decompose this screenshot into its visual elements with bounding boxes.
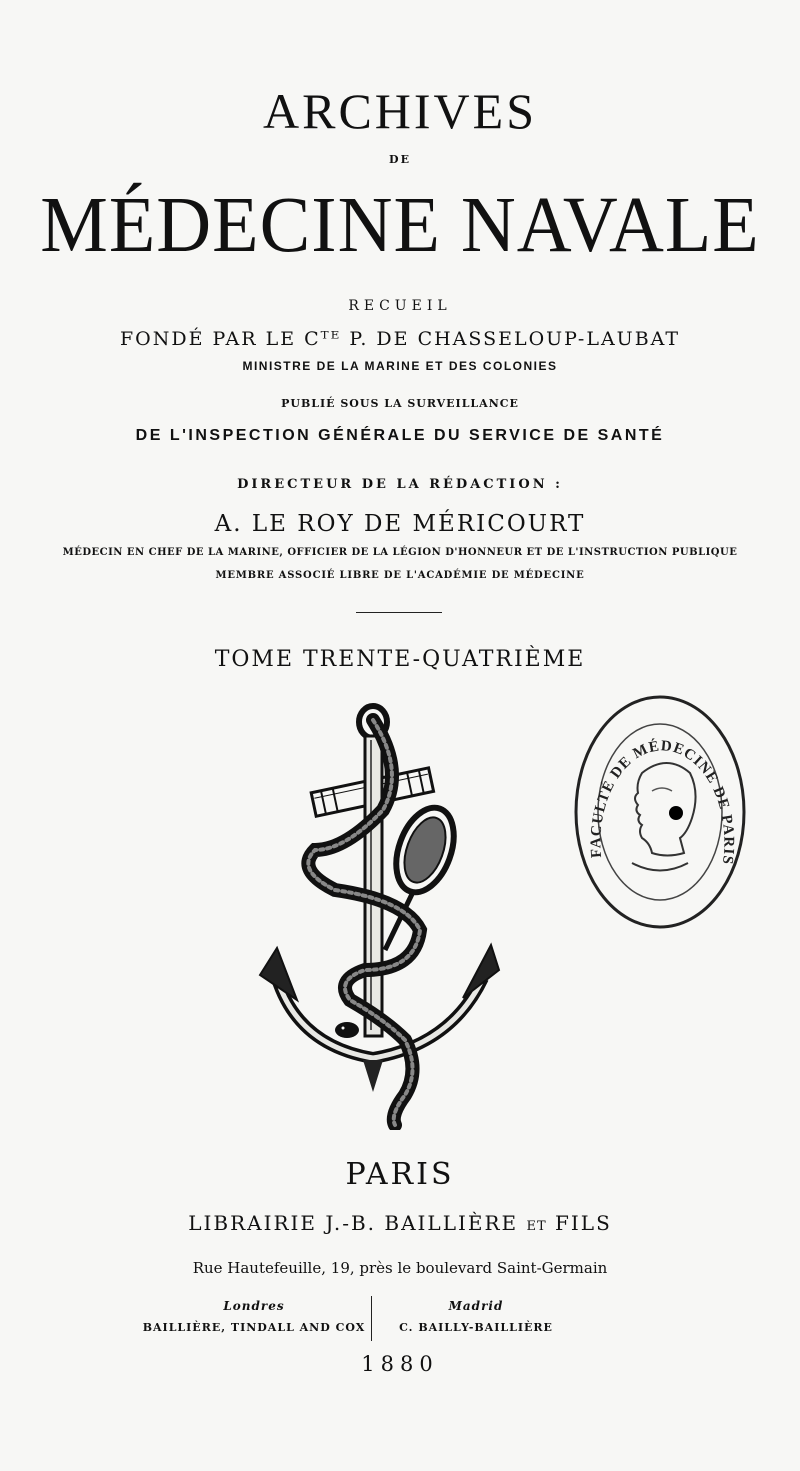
publication-year: 1880	[361, 1352, 439, 1376]
madrid-city: Madrid	[448, 1299, 504, 1313]
publie-line: PUBLIÉ SOUS LA SURVEILLANCE	[281, 397, 519, 410]
director-name: A. LE ROY DE MÉRICOURT	[214, 511, 586, 537]
title-de: DE	[389, 153, 411, 166]
inspection-line: DE L'INSPECTION GÉNÉRALE DU SERVICE DE SANTÉ	[135, 427, 665, 444]
publisher-line	[0, 1211, 800, 1235]
imprint-city: PARIS	[345, 1157, 455, 1192]
publisher-main: LIBRAIRIE J.-B. BAILLIÈRE	[188, 1211, 519, 1235]
divider-rule	[356, 612, 442, 613]
london-publisher: BAILLIÈRE, TINDALL AND COX	[142, 1321, 366, 1334]
branch-separator	[371, 1296, 372, 1341]
stamp-text: FACULTÉ DE MÉDECINE DE PARIS	[588, 738, 737, 866]
publisher-et: ET	[526, 1219, 547, 1234]
recueil-label: RECUEIL	[348, 298, 452, 314]
founder-line: FONDÉ PAR LE Cᵀᴱ P. DE CHASSELOUP-LAUBAT	[119, 328, 681, 350]
director-label: DIRECTEUR DE LA RÉDACTION :	[237, 477, 563, 492]
london-branch	[140, 1299, 368, 1334]
anchor-serpent-emblem-icon	[255, 700, 505, 1130]
madrid-publisher: C. BAILLY-BAILLIÈRE	[399, 1321, 553, 1334]
director-title-2: MEMBRE ASSOCIÉ LIBRE DE L'ACADÉMIE DE MÉDECINE	[215, 570, 585, 581]
title-medecine-navale: MÉDECINE NAVALE	[40, 180, 760, 270]
library-stamp-icon	[572, 693, 748, 931]
madrid-branch	[376, 1299, 576, 1334]
publisher-address: Rue Hautefeuille, 19, près le boulevard Saint-Germain	[192, 1259, 608, 1277]
founder-title: MINISTRE DE LA MARINE ET DES COLONIES	[242, 359, 558, 373]
london-city: Londres	[223, 1299, 285, 1313]
publisher-end: FILS	[555, 1211, 612, 1235]
director-title-1: MÉDECIN EN CHEF DE LA MARINE, OFFICIER DE LA LÉGION D'HONNEUR ET DE L'INSTRUCTION PUBLIQUE	[62, 547, 738, 558]
volume-title: TOME TRENTE-QUATRIÈME	[214, 647, 586, 672]
title-archives: ARCHIVES	[262, 83, 538, 139]
